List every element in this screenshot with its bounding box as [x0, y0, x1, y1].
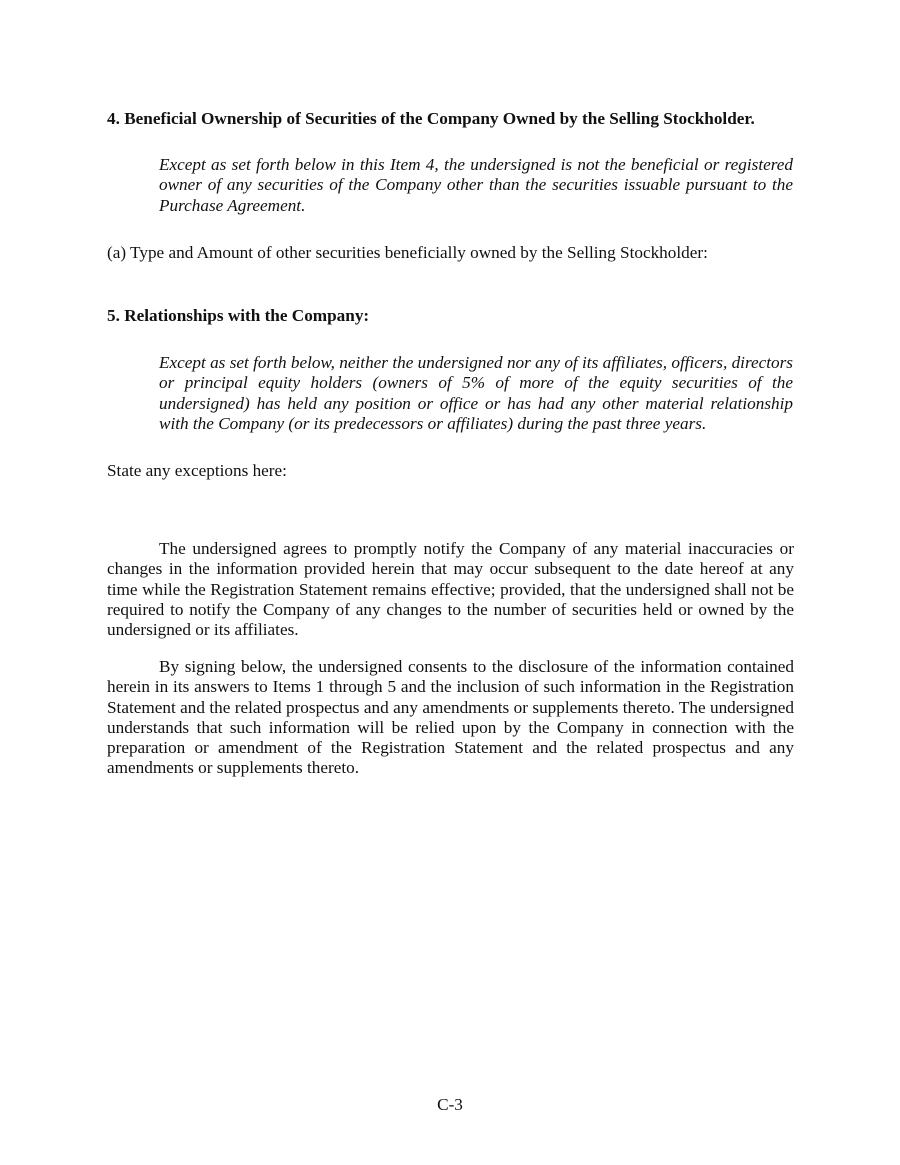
section-4-italic-text: Except as set forth below in this Item 4, the undersigned is not the beneficial or registered owner of any securities of the Company other than the securities issuable pursuant to the Purchase Agreement.: [159, 155, 793, 215]
section-4-item-a: (a) Type and Amount of other securities beneficially owned by the Selling Stockholder:: [107, 243, 708, 262]
section-5-heading: 5. Relationships with the Company:: [107, 306, 370, 325]
page-number: C-3: [437, 1095, 463, 1114]
section-5-italic-text: Except as set forth below, neither the undersigned nor any of its affiliates, officers, directors or principal equity holders (owners of 5% of more of the equity securities of the undersigned) has held any position or office or has had any other material relationship with the Company (or its predecessors or affiliates) during the past three years.: [159, 353, 793, 433]
section-4-heading: 4. Beneficial Ownership of Securities of the Company Owned by the Selling Stockholder.: [107, 109, 755, 128]
consent-paragraph: By signing below, the undersigned consents to the disclosure of the information contained herein in its answers to Items 1 through 5 and the inclusion of such information in the Registration Statement and the related prospectus and any amendments or supplements thereto. The undersigned understands that such information will be relied upon by the Company in connection with the preparation or amendment of the Registration Statement and the related prospectus and any amendments or supplements thereto.: [107, 657, 794, 778]
exceptions-label: State any exceptions here:: [107, 461, 287, 480]
notification-paragraph: The undersigned agrees to promptly notify the Company of any material inaccuracies or changes in the information provided herein that may occur subsequent to the date hereof at any time while the Registration Statement remains effective; provided, that the undersigned shall not be required to notify the Company of any changes to the number of securities held or owned by the undersigned or its affiliates.: [107, 539, 794, 640]
